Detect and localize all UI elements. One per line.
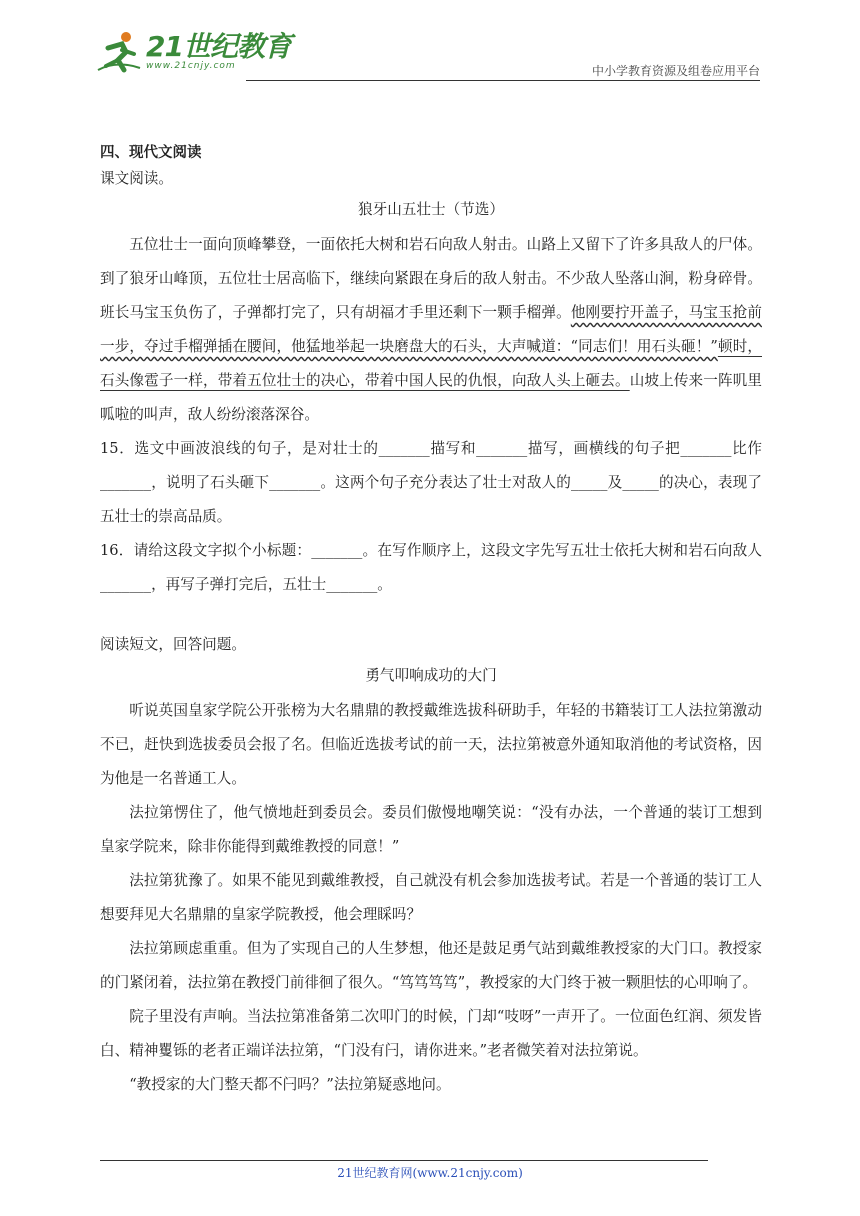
article-paragraph: 法拉第愣住了，他气愤地赶到委员会。委员们傲慢地嘲笑说：“没有办法，一个普通的装订工想到皇家学院来，除非你能得到戴维教授的同意！” (100, 804, 762, 855)
footer-link[interactable]: 21世纪教育网(www.21cnjy.com) (337, 1166, 523, 1180)
document-body (100, 140, 762, 1102)
article-title: 勇气叩响成功的大门 (365, 667, 497, 684)
passage-title: 狼牙山五壮士（节选） (358, 201, 504, 218)
logo-title: 21世纪教育 (146, 30, 291, 63)
article-paragraph: 法拉第顾虑重重。但为了实现自己的人生梦想，他还是鼓足勇气站到戴维教授家的大门口。教授家的门紧闭着，法拉第在教授门前徘徊了很久。“笃笃笃笃”，教授家的大门终于被一颗胆怯的心叩响了。 (100, 940, 762, 991)
article-paragraph: “教授家的大门整天都不闩吗？”法拉第疑惑地问。 (129, 1076, 451, 1093)
underlined-sentence: 顿时，石头像雹子一样，带着五位壮士的决心，带着中国人民的仇恨，向敌人头上砸去。 (100, 338, 762, 389)
section-title: 四、现代文阅读 (100, 145, 202, 161)
footer-divider (100, 1160, 708, 1161)
wavy-underlined-sentence: 他刚要拧开盖子，马宝玉抢前一步，夺过手榴弹插在腰间，他猛地举起一块磨盘大的石头，大声喊道：“同志们！用石头砸！” (100, 304, 762, 355)
article-paragraph: 听说英国皇家学院公开张榜为大名鼎鼎的教授戴维选拔科研助手，年轻的书籍装订工人法拉第激动不已，赶快到选拔委员会报了名。但临近选拔考试的前一天，法拉第被意外通知取消他的考试资格，因为他是一名普通工人。 (100, 702, 762, 787)
header-divider (246, 80, 760, 81)
question-16: 16．请给这段文字拟个小标题：_______。在写作顺序上，这段文字先写五壮士依托大树和岩石向敌人_______，再写子弹打完后，五壮士_______。 (100, 542, 762, 593)
reading-intro: 阅读短文，回答问题。 (100, 636, 246, 653)
runner-logo-icon (96, 30, 142, 74)
section-intro: 课文阅读。 (100, 170, 173, 187)
article-paragraph: 院子里没有声响。当法拉第准备第二次叩门的时候，门却“吱呀”一声开了。一位面色红润、须发皆白、精神矍铄的老者正端详法拉第，“门没有闩，请你进来。”老者微笑着对法拉第说。 (100, 1008, 762, 1059)
question-15: 15．选文中画波浪线的句子，是对壮士的_______描写和_______描写，画横线的句子把_______比作_______，说明了石头砸下_______。这两个句子充分表达了壮士对敌人的_____及_____的决心，表现了五壮士的崇高品质。 (100, 440, 762, 525)
page-header (96, 24, 760, 80)
logo-url: www.21cnjy.com (146, 61, 236, 71)
article-paragraph: 法拉第犹豫了。如果不能见到戴维教授，自己就没有机会参加选拔考试。若是一个普通的装订工人想要拜见大名鼎鼎的皇家学院教授，他会理睬吗？ (100, 872, 762, 923)
passage-text: 五位壮士一面向顶峰攀登，一面依托大树和岩石向敌人射击。山路上又留下了许多具敌人的尸体。到了狼牙山峰顶，五位壮士居高临下，继续向紧跟在身后的敌人射击。不少敌人坠落山涧，粉身碎骨。班长马宝玉负伤了，子弹都打完了，只有胡福才手里还剩下一颗手榴弹。 (100, 236, 762, 321)
platform-label: 中小学教育资源及组卷应用平台 (591, 64, 760, 78)
logo (96, 30, 291, 74)
passage-text-end: 山坡上传来一阵叽里呱啦的叫声，敌人纷纷滚落深谷。 (100, 372, 762, 423)
passage-paragraph (100, 228, 762, 432)
